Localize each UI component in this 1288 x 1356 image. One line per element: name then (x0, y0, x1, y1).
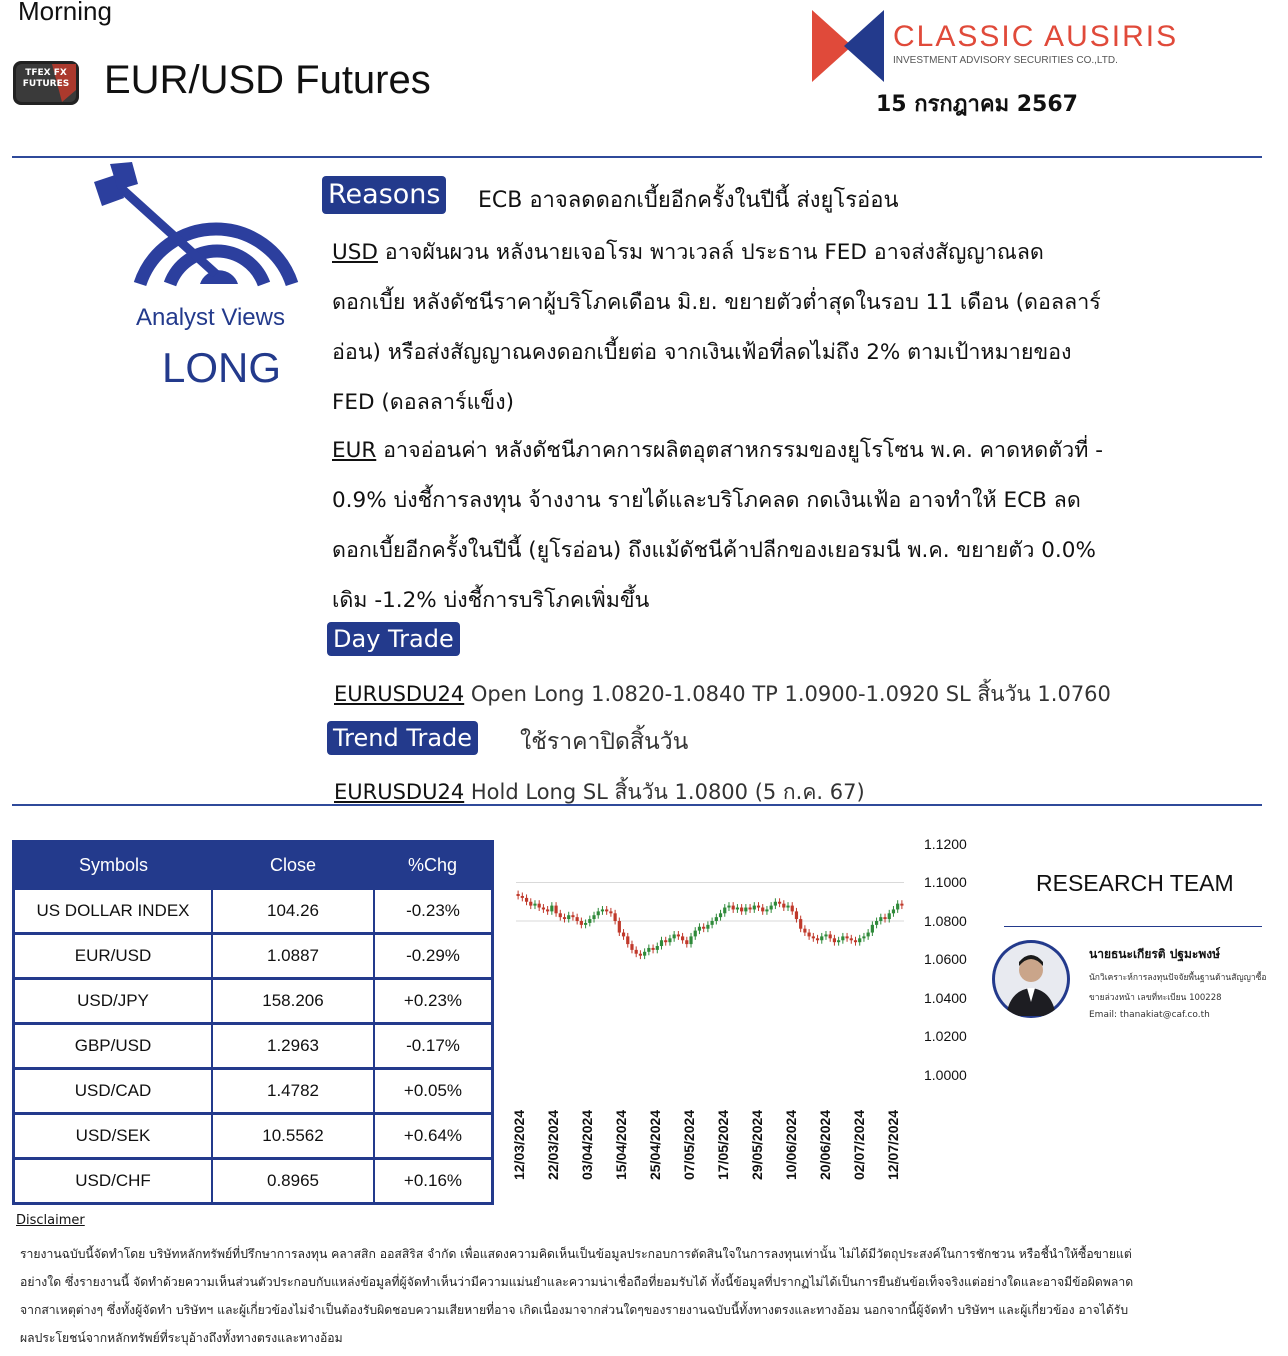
candle-body (580, 921, 583, 925)
candle-body (618, 921, 621, 933)
candle-body (685, 940, 688, 944)
x-tick-label: 20/06/2024 (817, 1109, 833, 1180)
candle (757, 902, 760, 911)
y-tick-label: 1.0400 (924, 990, 967, 1006)
trend-trade-label: Trend Trade (327, 721, 478, 755)
candle (542, 904, 545, 913)
candle-body (782, 904, 785, 908)
day-trade-symbol: EURUSDU24 (334, 682, 465, 706)
candle (635, 946, 638, 957)
usd-line-3: อ่อน) หรือส่งสัญญาณคงดอกเบี้ยต่อ จากเงินเฟ้อที่ลดไม่ถึง 2% ตามเป้าหมายของ (332, 340, 1072, 365)
candle-body (854, 940, 857, 942)
candle-body (795, 911, 798, 919)
eur-line-4: เดิม -1.2% บ่งชี้การบริโภคเพิ่มขึ้น (332, 588, 650, 613)
candle (820, 933, 823, 944)
candle-body (833, 938, 836, 942)
eurusd-candlestick-chart (512, 830, 912, 1090)
company-subtitle: INVESTMENT ADVISORY SECURITIES CO.,LTD. (893, 55, 1118, 66)
candle-body (715, 917, 718, 921)
candle-body (694, 931, 697, 937)
candle-body (521, 896, 524, 898)
company-name: CLASSIC AUSIRIS (893, 20, 1179, 53)
disclaimer-line: อย่างใด ซึ่งรายงานนี้ จัดทำด้วยความเห็นส่วนตัวประกอบกับแหล่งข้อมูลที่ผู้จัดทำเห็นว่ามีความแม่นยำและความน่าเชื่อถือที่ยอมรับได้ ทั้งนี้ข้อมูลที่ปรากฏไม่ได้เป็นการยืนยันข้อเท็จจริงแต่อย่างใดและอาจมีข้อผิดพลาด (20, 1275, 1134, 1289)
candle-body (824, 934, 827, 936)
candle-body (820, 936, 823, 940)
candle-body (829, 934, 832, 938)
candle (879, 914, 882, 925)
candle (719, 910, 722, 921)
analyst-email: Email: thanakiat@caf.co.th (1089, 1010, 1210, 1020)
candle-body (753, 906, 756, 910)
candle (711, 918, 714, 929)
candle (715, 914, 718, 925)
candle-body (635, 950, 638, 954)
candle (554, 902, 557, 917)
candle (778, 898, 781, 907)
candle-body (808, 933, 811, 937)
table-row (14, 1114, 493, 1159)
candle-body (740, 908, 743, 912)
candle-body (727, 906, 730, 908)
x-tick-label: 25/04/2024 (647, 1109, 663, 1180)
y-tick-label: 1.0600 (924, 951, 967, 967)
candle-body (622, 933, 625, 937)
avatar (992, 940, 1070, 1018)
candle-body (668, 938, 671, 942)
close-cell: 1.2963 (212, 1024, 374, 1069)
candle-body (850, 938, 853, 940)
candle-body (698, 927, 701, 931)
candle (639, 950, 642, 959)
candle (799, 916, 802, 933)
day-trade-line (334, 678, 1111, 711)
candle-body (723, 908, 726, 914)
candle-body (748, 908, 751, 910)
disclaimer-line: จากสาเหตุต่างๆ ซึ่งทั้งผู้จัดทำ บริษัทฯ และผู้เกี่ยวข้องไม่จำเป็นต้องรับผิดชอบความเสียหายที่อาจ เกิดเนื่องมาจากส่วนใดๆของรายงานฉบับนี้ทั้งทางตรงและทางอ้อม นอกจากนี้ผู้จัดทำ บริษัทฯ และผู้เกี่ยวข้อง อาจได้รับ (20, 1303, 1129, 1317)
candle-body (689, 936, 692, 944)
candle (580, 918, 583, 929)
disclaimer-line: ผลประโยชน์จากหลักทรัพย์ที่ระบุอ้างถึงทั้งทางตรงและทางอ้อม (20, 1331, 343, 1345)
candle (770, 902, 773, 913)
candle-body (681, 936, 684, 940)
close-cell: 104.26 (212, 889, 374, 934)
tfex-logo-text: TFEX FX FUTURES (22, 68, 70, 89)
candle (727, 902, 730, 911)
analyst-views-label: Analyst Views (136, 304, 285, 331)
candle (854, 937, 857, 946)
close-cell: 10.5562 (212, 1114, 374, 1159)
candle (677, 931, 680, 940)
candle (744, 904, 747, 915)
candle-body (601, 909, 604, 911)
candle-body (563, 917, 566, 919)
candle-body (647, 948, 650, 952)
candle-body (816, 938, 819, 940)
header-chg: %Chg (374, 842, 493, 889)
candle-body (757, 906, 760, 908)
candle (862, 933, 865, 942)
y-tick-label: 1.0000 (924, 1067, 967, 1083)
x-tick-label: 07/05/2024 (681, 1109, 697, 1180)
table-row (14, 1024, 493, 1069)
close-cell: 158.206 (212, 979, 374, 1024)
analyst-role: นักวิเคราะห์การลงทุนปัจจัยพื้นฐานด้านสัญญาซื้อขายล่วงหน้า เลขที่ทะเบียน 100228 (1089, 973, 1267, 1003)
candle-body (571, 915, 574, 917)
candle (892, 906, 895, 917)
day-trade-detail: Open Long 1.0820-1.0840 TP 1.0900-1.0920 SL สิ้นวัน 1.0760 (464, 682, 1111, 706)
candle-body (706, 925, 709, 929)
quotes-table (12, 840, 494, 1205)
candle-body (837, 940, 840, 942)
y-tick-label: 1.1000 (924, 874, 967, 890)
close-cell: 0.8965 (212, 1159, 374, 1204)
candle (618, 918, 621, 936)
candle-body (858, 938, 861, 942)
company-logo-mark (812, 10, 884, 82)
candle-body (803, 929, 806, 933)
candle (753, 902, 756, 913)
candle (529, 898, 532, 909)
y-tick-label: 1.1200 (924, 836, 967, 852)
disclaimer-title: Disclaimer (16, 1213, 85, 1228)
candle-body (883, 917, 886, 919)
trend-trade-symbol: EURUSDU24 (334, 780, 465, 804)
candle (774, 898, 777, 909)
reasons-headline: ECB อาจลดดอกเบี้ยอีกครั้งในปีนี้ ส่งยูโรอ่อน (478, 188, 899, 213)
trend-trade-note: ใช้ราคาปิดสิ้นวัน (520, 729, 689, 755)
candle-body (673, 934, 676, 938)
candle (740, 904, 743, 915)
candle-body (799, 919, 802, 929)
candle (706, 921, 709, 932)
candle-body (584, 923, 587, 925)
candle (538, 900, 541, 911)
candle-body (538, 904, 541, 908)
candle-body (542, 908, 545, 910)
report-date: 15 กรกฎาคม 2567 (876, 92, 1078, 117)
candle-body (791, 906, 794, 912)
day-trade-label: Day Trade (327, 622, 460, 656)
candle (850, 935, 853, 944)
eur-paragraph (332, 426, 1192, 626)
candle-body (660, 940, 663, 946)
candle (824, 931, 827, 940)
usd-line-4: FED (ดอลลาร์แข็ง) (332, 390, 515, 415)
candle (550, 902, 553, 915)
chg-cell: -0.23% (374, 889, 493, 934)
candle (698, 923, 701, 934)
close-cell: 1.0887 (212, 934, 374, 979)
candle (812, 933, 815, 942)
eur-tag: EUR (332, 438, 377, 463)
candle-body (550, 906, 553, 912)
candle (605, 906, 608, 915)
x-tick-label: 15/04/2024 (613, 1109, 629, 1180)
candle-body (639, 954, 642, 956)
candle (829, 931, 832, 942)
symbol-cell: USD/CAD (14, 1069, 213, 1114)
candle-body (664, 940, 667, 942)
top-divider (12, 156, 1262, 158)
candle (525, 894, 528, 905)
candle (875, 918, 878, 929)
table-row (14, 1069, 493, 1114)
candle (588, 916, 591, 927)
candle (845, 933, 848, 942)
x-tick-label: 02/07/2024 (851, 1109, 867, 1180)
candle-body (862, 936, 865, 938)
candle (601, 906, 604, 915)
candle-body (732, 906, 735, 910)
table-row (14, 934, 493, 979)
symbol-cell: US DOLLAR INDEX (14, 889, 213, 934)
x-tick-label: 03/04/2024 (579, 1109, 595, 1180)
candle (622, 929, 625, 940)
usd-paragraph (332, 228, 1192, 428)
candle (896, 900, 899, 913)
candle-body (900, 904, 903, 906)
header-close: Close (212, 842, 374, 889)
candle (571, 912, 574, 921)
research-divider (1004, 926, 1262, 927)
candle-body (546, 909, 549, 911)
x-tick-label: 17/05/2024 (715, 1109, 731, 1180)
candle (609, 908, 612, 917)
eur-line-3: ดอกเบี้ยอีกครั้งในปีนี้ (ยูโรอ่อน) ถึงแม้ดัชนีค้าปลีกของเยอรมนี พ.ค. ขยายตัว 0.0% (332, 538, 1096, 563)
candle (723, 904, 726, 917)
table-row (14, 979, 493, 1024)
candle (689, 933, 692, 948)
candle (732, 902, 735, 913)
candle-body (605, 909, 608, 911)
candle-body (770, 906, 773, 910)
candle (702, 923, 705, 932)
trend-trade-detail: Hold Long SL สิ้นวัน 1.0800 (5 ก.ค. 67) (464, 780, 865, 804)
candle (626, 933, 629, 948)
candle (841, 933, 844, 944)
candle (559, 910, 562, 921)
candle (576, 914, 579, 925)
product-title: EUR/USD Futures (104, 58, 431, 102)
candle-body (812, 936, 815, 938)
candle (643, 948, 646, 959)
candle-body (744, 908, 747, 912)
usd-line-1: อาจผันผวน หลังนายเจอโรม พาวเวลล์ ประธาน FED อาจส่งสัญญาณลด (377, 240, 1044, 265)
candle (858, 935, 861, 946)
candle-body (896, 904, 899, 910)
close-cell: 1.4782 (212, 1069, 374, 1114)
candle (614, 910, 617, 925)
candle (803, 925, 806, 936)
analyst-name: นายธนะเกียรติ ปฐมะพงษ์ (1089, 947, 1221, 961)
candle-body (554, 906, 557, 914)
candle-body (719, 913, 722, 917)
candle-body (786, 906, 789, 908)
chg-cell: +0.23% (374, 979, 493, 1024)
candle (597, 908, 600, 919)
candle-body (588, 919, 591, 923)
eur-line-1: อาจอ่อนค่า หลังดัชนีภาคการผลิตอุตสาหกรรมของยูโรโซน พ.ค. คาดหดตัวที่ - (376, 438, 1104, 463)
candle (871, 921, 874, 936)
candle-body (845, 936, 848, 938)
target-icon (92, 162, 302, 292)
x-tick-label: 10/06/2024 (783, 1109, 799, 1180)
candle-body (711, 921, 714, 925)
x-tick-label: 29/05/2024 (749, 1109, 765, 1180)
candle-body (576, 917, 579, 921)
candle (651, 944, 654, 953)
candle-body (888, 913, 891, 919)
candle-body (774, 902, 777, 906)
candle (786, 902, 789, 911)
research-team-title: RESEARCH TEAM (1036, 870, 1234, 896)
disclaimer-line: รายงานฉบับนี้จัดทำโดย บริษัทหลักทรัพย์ที่ปรึกษาการลงทุน คลาสสิก ออสสิริส จำกัด เพื่อแสดงความคิดเห็นเป็นข้อมูลประกอบการตัดสินใจในการลงทุนเท่านั้น ไม่ได้มีวัตถุประสงค์ในการชักชวน หรือชี้นำให้ซื้อขายแต่ (20, 1247, 1132, 1261)
candle (867, 929, 870, 940)
symbol-cell: USD/CHF (14, 1159, 213, 1204)
symbol-cell: GBP/USD (14, 1024, 213, 1069)
candle-body (656, 946, 659, 950)
candle (517, 891, 520, 900)
symbol-cell: USD/SEK (14, 1114, 213, 1159)
eur-line-2: 0.9% บ่งชี้การลงทุน จ้างงาน รายได้และบริโภคลด กดเงินเฟ้อ อาจทำให้ ECB ลด (332, 488, 1081, 513)
candle-body (892, 909, 895, 913)
header-symbols: Symbols (14, 842, 213, 889)
candle (647, 944, 650, 955)
candle (795, 908, 798, 923)
candle-body (702, 927, 705, 929)
usd-tag: USD (332, 240, 378, 265)
candle-body (875, 921, 878, 925)
candle (660, 937, 663, 950)
candle-body (871, 925, 874, 933)
disclaimer-text (20, 1240, 1250, 1352)
candle (533, 900, 536, 909)
candle (630, 941, 633, 954)
candle-body (765, 909, 768, 911)
chg-cell: +0.64% (374, 1114, 493, 1159)
table-row (14, 1159, 493, 1204)
candle-body (525, 898, 528, 902)
candle-body (559, 913, 562, 917)
candle-body (517, 894, 520, 896)
candle (668, 935, 671, 946)
symbol-cell: EUR/USD (14, 934, 213, 979)
candle-body (567, 915, 570, 919)
candle (694, 927, 697, 940)
tfex-logo (12, 60, 80, 106)
x-tick-label: 22/03/2024 (545, 1109, 561, 1180)
candle (816, 935, 819, 944)
candle-body (736, 908, 739, 910)
candle-body (867, 933, 870, 937)
candle (761, 904, 764, 915)
candle (782, 900, 785, 911)
candle-body (651, 948, 654, 950)
candle (664, 937, 667, 946)
x-tick-label: 12/07/2024 (885, 1109, 901, 1180)
candle-body (761, 908, 764, 912)
middle-divider (12, 804, 1262, 806)
candle (791, 902, 794, 915)
candle-body (630, 944, 633, 950)
candle-body (677, 934, 680, 936)
candle (736, 904, 739, 913)
candle-body (609, 911, 612, 913)
chg-cell: +0.16% (374, 1159, 493, 1204)
position-label: LONG (162, 344, 282, 391)
candle (837, 937, 840, 946)
candle-body (879, 917, 882, 921)
candle (900, 900, 903, 909)
session-label: Morning (18, 0, 112, 26)
y-tick-label: 1.0200 (924, 1028, 967, 1044)
quotes-header-row (14, 842, 493, 889)
candle-body (643, 952, 646, 956)
usd-line-2: ดอกเบี้ย หลังดัชนีราคาผู้บริโภคเดือน มิ.ย. ขยายตัวต่ำสุดในรอบ 11 เดือน (ดอลลาร์ (332, 290, 1101, 315)
candle (748, 904, 751, 913)
y-tick-label: 1.0800 (924, 913, 967, 929)
table-row (14, 889, 493, 934)
chg-cell: -0.29% (374, 934, 493, 979)
candle-body (614, 913, 617, 921)
candle-body (626, 936, 629, 944)
candle (521, 893, 524, 902)
candle (673, 931, 676, 942)
candle (833, 935, 836, 946)
chg-cell: +0.05% (374, 1069, 493, 1114)
x-tick-label: 12/03/2024 (511, 1109, 527, 1180)
candle (681, 933, 684, 944)
chg-cell: -0.17% (374, 1024, 493, 1069)
candle (685, 937, 688, 948)
symbol-cell: USD/JPY (14, 979, 213, 1024)
candle-body (592, 915, 595, 919)
reasons-label: Reasons (322, 176, 446, 214)
candle (808, 929, 811, 940)
candle-body (597, 911, 600, 915)
candle-body (529, 902, 532, 906)
candle-body (533, 904, 536, 906)
candle (765, 906, 768, 915)
candle-body (841, 936, 844, 940)
candle (546, 906, 549, 915)
candle (656, 943, 659, 954)
candle-body (778, 902, 781, 904)
